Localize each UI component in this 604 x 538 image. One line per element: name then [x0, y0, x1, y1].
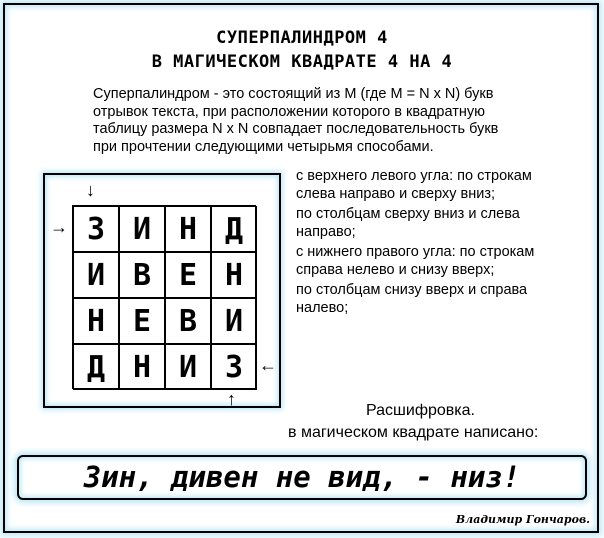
grid-cell: И — [73, 252, 119, 298]
grid-cell: Н — [119, 344, 165, 390]
grid-cell: Е — [165, 252, 211, 298]
grid-cell: В — [165, 298, 211, 344]
arrow-up-icon: ↑ — [227, 389, 236, 409]
magic-square-grid — [72, 205, 256, 389]
decode-subheading: в магическом квадрате написано: — [288, 424, 539, 441]
ways-line: направо; — [296, 223, 356, 240]
grid-cell: И — [165, 344, 211, 390]
arrow-right-icon: → — [50, 217, 68, 237]
arrow-left-icon: ← — [259, 355, 277, 375]
intro-line: таблицу размера N x N совпадает последовательность букв — [93, 121, 499, 137]
title-line-1: СУПЕРПАЛИНДРОМ 4 — [216, 28, 388, 48]
grid-cell: И — [211, 298, 257, 344]
ways-line: налево; — [296, 299, 349, 316]
grid-cell: И — [119, 206, 165, 252]
grid-cell: Н — [73, 298, 119, 344]
ways-line: по столбцам сверху вниз и слева — [296, 206, 520, 222]
ways-line: с верхнего левого угла: по строкам — [296, 168, 532, 184]
grid-cell: Д — [211, 206, 257, 252]
answer-text: Зин, дивен не вид, - низ! — [83, 460, 521, 494]
grid-cell: З — [211, 344, 257, 390]
grid-cell: Н — [165, 206, 211, 252]
decode-heading: Расшифровка. — [366, 402, 475, 419]
intro-line: при прочтении следующими четырьмя способами. — [93, 138, 434, 155]
intro-line: Суперпалиндром - это состоящий из M (где M = N x N) букв — [93, 86, 494, 102]
ways-line: с нижнего правого угла: по строкам — [296, 244, 535, 260]
intro-line: отрывок текста, при расположении которого в квадратную — [93, 103, 486, 120]
grid-cell: Н — [211, 252, 257, 298]
intro-text — [93, 86, 593, 156]
grid-cell: Д — [73, 344, 119, 390]
ways-line: слева направо и сверху вниз; — [296, 185, 495, 202]
grid-cell: Е — [119, 298, 165, 344]
arrow-down-icon: ↓ — [86, 180, 95, 200]
grid-cell: В — [119, 252, 165, 298]
grid-cell: З — [73, 206, 119, 252]
author-signature: Владимир Гончаров. — [455, 513, 590, 526]
ways-line: справа нелево и снизу вверх; — [296, 261, 495, 278]
reading-ways-text — [296, 168, 596, 317]
title-line-2: В МАГИЧЕСКОМ КВАДРАТЕ 4 НА 4 — [151, 52, 453, 72]
ways-line: по столбцам снизу вверх и справа — [296, 282, 528, 298]
